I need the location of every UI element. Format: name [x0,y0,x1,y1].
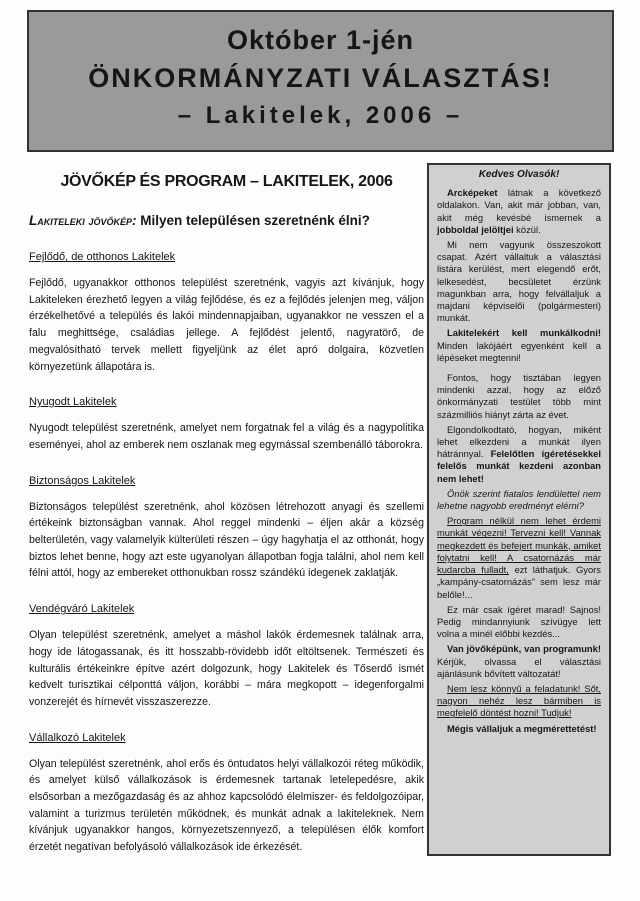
banner-date: Október 1-jén [226,25,415,55]
section-text: Olyan települést szeretnénk, ahol erős és öntudatos helyi vállalkozói réteg működik, és amelyet külső vállalkozások is érdemesnek tartanak letelepedésre, akik elsősorban a mezőgazdaság és az ahhoz kapcsolódó élelmiszer- és feldolgozóipar, valamint a turizmus területén működnek, és munkát adnak a lakiteleknek. Nem kívánjuk ugyanakkor hangos, környezetszennyező, a településen élők komfort érzetét negatívan befolyásoló vállalkozások ide érkezését. [29,757,424,854]
letter-paragraph: Program nélkül nem lehet érdemi munkát végezni! Tervezni kell! Vannak megkezdett és befejert munkák, amiket folytatni kell! A csatornázás már kudarcba fulladt, ezt láthatjuk. Gyors „kampány-csatornázás” sem lesz már belőle!... [437,515,601,600]
banner-headline: ÖNKORMÁNYZATI VÁLASZTÁS! [88,63,553,93]
reader-letter-sidebar [427,163,611,856]
article-title: JÖVŐKÉP ÉS PROGRAM – LAKITELEK, 2006 [60,173,393,190]
main-article [29,168,424,856]
section-text: Fejlődő, ugyanakkor otthonos települést szeretnénk, vagyis azt kívánjuk, hogy Lakiteleken érezhető legyen a világ fejlődése, és ez a fejlődés jelenjen meg, váljon érzékelhetővé a település és lakói mindennapjaiban, ugyanakkor ne vesszen el a falu meghittsége, családias jellege. A fejlődést jelentő, nagyratörő, de megvalósítható tervek mellett figyeljünk az élet apró dolgaira, közvetlen környezetünk állapotára is. [29,277,424,373]
letter-paragraph: Arcképeket látnak a következő oldalakon. Van, akit már jobban, van, akit még kevésbé ismernek a jobboldal jelöltjei közül. [437,187,601,235]
letter-paragraph: Mi nem vagyunk összeszokott csapat. Azért vállaltuk a választási listára kerülést, mert elegendő erőt, lelkesedést, becsületet érzünk magunkban arra, hogy felvállaljuk a majdani képviselői (polgármesteri) munkát. [437,239,601,324]
subtitle-lead: Lakiteleki jövőkép: [29,213,137,228]
section-heading: Fejlődő, de otthonos Lakitelek [29,251,176,263]
letter-greeting: Kedves Olvasók! [478,169,560,180]
section-heading: Biztonságos Lakitelek [29,474,136,487]
section-text: Nyugodt települést szeretnénk, amelyet nem forgatnak fel a világ és a nagypolitika eseményei, ahol az emberek nem oszlanak meg egymással szembenálló táborokra. [29,422,424,451]
election-banner [27,10,614,152]
article-subtitle [29,212,424,230]
letter-paragraph: Önök szerint fiatalos lendülettel nem lehetne nagyobb eredményt elérni? [437,487,601,512]
letter-paragraph: Elgondolkodtató, hogyan, miként lehet elkezdeni a munkát ilyen hátránnyal. Felelőtlen ígéretésekkel felelős munkát kezdeni azonban nem lehet! [437,423,601,484]
letter-paragraph: Van jövőképünk, van programunk! Kérjük, olvassa el választási ajánlásunk bővített változatát! [437,643,601,679]
letter-paragraph: Lakitelekért kell munkálkodni! Minden lakójáért egyenként kell a lépéseket megtenni! [437,327,601,363]
letter-paragraph: Nem lesz könnyű a feladatunk! Sőt, nagyon nehéz lesz bármiben is megfelelő döntést hozni! Tudjuk! [437,682,601,719]
section-heading: Vendégváró Lakitelek [29,603,135,616]
letter-paragraph: Ez már csak ígéret marad! Sajnos! Pedig mindannyiunk szívügye lett volna a minél előbbi kezdés... [437,603,601,640]
banner-place-year: – Lakitelek, 2006 – [177,102,464,129]
letter-paragraph: Fontos, hogy tisztában legyen mindenki azzal, hogy az előző önkormányzati testület több mint százmilliós hiányt zárta az évet. [437,372,601,420]
section-text: Olyan települést szeretnénk, amelyet a máshol lakók érdemesnek találnak arra, hogy ide látogassanak, és itt hosszabb-rövidebb időt eltöltsenek. Természeti és kulturális értékeinkre építve azért dolgozunk, hogy Lakitelek és Tőserdő ismét kedvelt turisztikai célponttá váljon, korábbi – mára megkopott – idegenforgalmi vonzerejét és hírnevét visszaszerezze. [29,629,424,708]
subtitle-question: Milyen településen szeretnénk élni? [136,213,370,228]
section-heading: Vállalkozó Lakitelek [29,731,126,744]
section-heading: Nyugodt Lakitelek [29,396,117,409]
section-text: Biztonságos települést szeretnénk, ahol közösen létrehozott anyagi és szellemi értékeink biztonságban vannak. Ahol reggel mindenki – éljen akár a község belterületén, vagy valamelyik külterületi részen – úgy hagyhatja el az otthonát, hogy biztos lehet benne, hogy azt este ugyanolyan állapotban fogja találni, ahol nem kell félni attól, hogy az embereket otthonukban rossz szándékú idegenek zaklatják. [29,500,424,580]
letter-closing: Mégis vállaljuk a megmérettetést! [447,722,597,734]
